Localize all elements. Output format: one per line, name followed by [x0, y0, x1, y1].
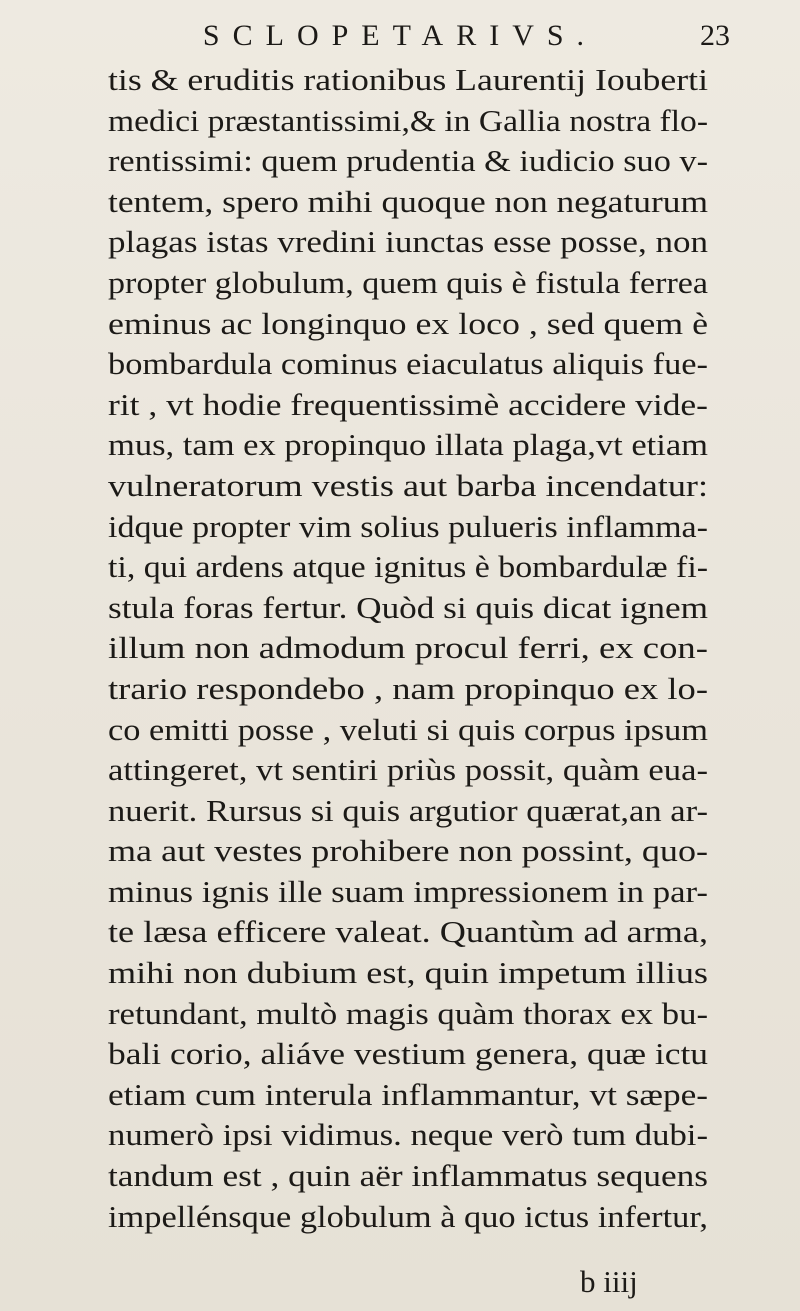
text-line: tentem, spero mihi quoque non negaturum	[108, 183, 708, 219]
text-line: ma aut vestes prohibere non possint, quo-	[108, 833, 708, 869]
text-line: tis & eruditis rationibus Laurentij Iouberti	[108, 62, 708, 97]
page-header	[0, 16, 800, 60]
text-line: retundant, multò magis quàm thorax ex bu-	[108, 995, 708, 1031]
text-line: rentissimi: quem prudentia & iudicio suo v-	[108, 143, 708, 179]
text-line: attingeret, vt sentiri priùs possit, quàm eua-	[108, 752, 708, 788]
text-line: mihi non dubium est, quin impetum illius	[108, 955, 708, 991]
text-line: nuerit. Rursus si quis argutior quærat,an ar-	[108, 792, 708, 828]
text-line: numerò ipsi vidimus. neque verò tum dubi-	[108, 1117, 708, 1153]
body-text	[108, 60, 708, 1237]
text-line: eminus ac longinquo ex loco , sed quem è	[108, 305, 708, 341]
text-line: tandum est , quin aër inflammatus sequens	[108, 1158, 708, 1194]
text-line: etiam cum interula inflammantur, vt sæpe-	[108, 1076, 708, 1112]
text-line: co emitti posse , veluti si quis corpus ipsum	[108, 711, 708, 747]
text-line: vulneratorum vestis aut barba incendatur:	[108, 467, 708, 503]
text-line: plagas istas vredini iunctas esse posse, non	[108, 224, 708, 260]
text-line: stula foras fertur. Quòd si quis dicat ignem	[108, 589, 708, 625]
text-line: rit , vt hodie frequentissimè accidere vide-	[108, 386, 708, 422]
text-line: mus, tam ex propinquo illata plaga,vt etiam	[108, 427, 708, 463]
text-line: medici præstantissimi,& in Gallia nostra flo-	[108, 102, 708, 138]
text-line: impellénsque globulum à quo ictus infertur,	[108, 1198, 708, 1234]
running-title: SCLOPETARIVS.	[202, 19, 598, 52]
text-line: trario respondebo , nam propinquo ex lo-	[108, 670, 708, 706]
text-line: illum non admodum procul ferri, ex con-	[108, 630, 708, 666]
text-line: te læsa efficere valeat. Quantùm ad arma,	[108, 914, 708, 950]
text-line: minus ignis ille suam impressionem in par-	[108, 873, 708, 909]
signature-mark: b iiij	[580, 1264, 638, 1299]
text-line: ti, qui ardens atque ignitus è bombardulæ fi-	[108, 549, 708, 585]
page-number: 23	[700, 19, 730, 52]
text-line: bali corio, aliáve vestium genera, quæ ictu	[108, 1036, 708, 1072]
text-line: propter globulum, quem quis è fistula ferrea	[108, 264, 708, 300]
text-line: idque propter vim solius pulueris inflamma-	[108, 508, 708, 544]
text-line: bombardula cominus eiaculatus aliquis fue-	[108, 346, 708, 382]
